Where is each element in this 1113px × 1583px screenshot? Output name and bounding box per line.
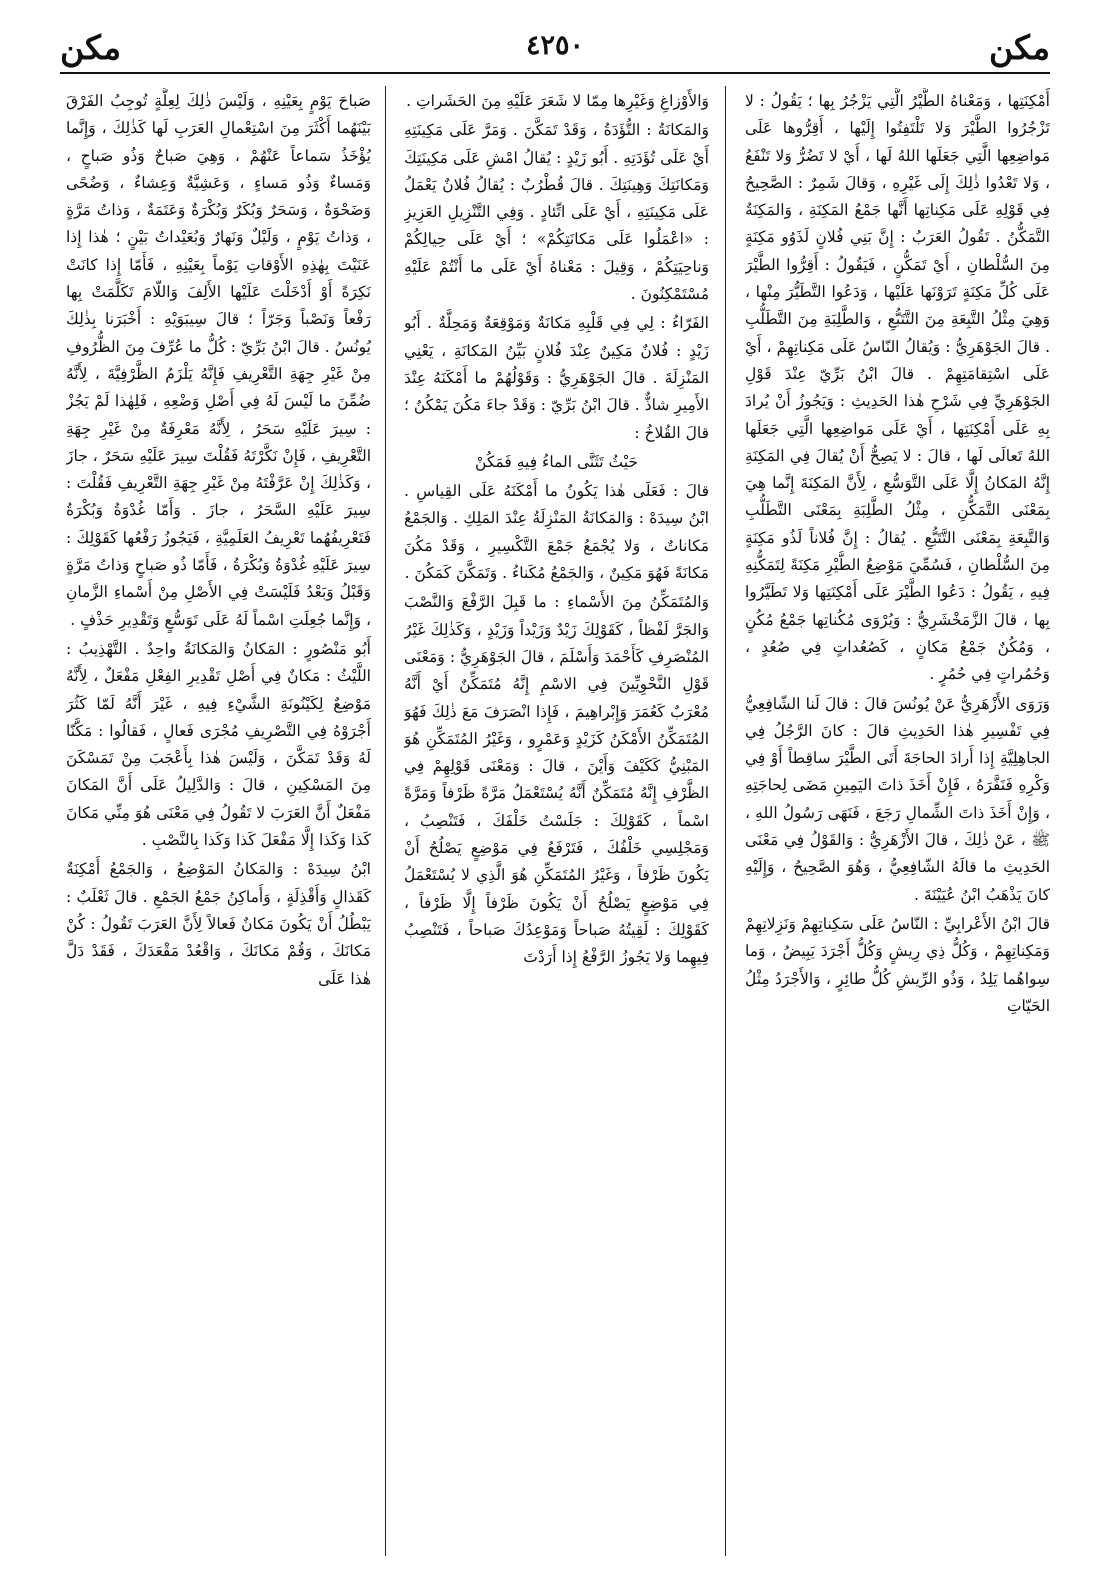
- page-number: ٤٢٥٠: [525, 30, 584, 61]
- paragraph: الفَرّاءُ : لِي فِي قَلْبِهِ مَكانَةٌ وَمَوْقِعَةٌ وَمَحِلَّةٌ . أَبُو زَيْدٍ : فُلانٌ مَكِينٌ عِنْدَ فُلانٍ بَيِّنُ المَكانَةِ ، يَعْنِي المَنْزِلَةَ . قالَ الجَوْهَرِيُّ : وَقَوْلُهُمْ ما أَمْكَنَهُ عِنْدَ الأَمِيرِ شاذٌّ . قالَ ابْنُ بَرِّيّ : وَقَدْ جاءَ مَكُنَ يَمْكُنُ ؛ قالَ القُلاخُ :: [404, 314, 709, 442]
- header-keyword-right: مكن: [988, 28, 1050, 67]
- header-keyword-left: مكن: [60, 28, 122, 67]
- paragraph: وَالأَوْزاغِ وَغَيْرِها مِمّا لا شَعَرَ عَلَيْهِ مِنَ الحَشَراتِ .: [406, 92, 709, 110]
- verse-line: حَيْثُ تَثَنَّى الماءُ فِيهِ فَمَكُنْ: [475, 452, 638, 471]
- paragraph: قالَ : فَعَلَى هٰذا يَكُونُ ما أَمْكَنَهُ عَلَى القِياسِ . ابْنُ سِيدَهْ : وَالمَكانَةُ المَنْزِلَةُ عِنْدَ المَلِكِ . وَالجَمْعُ مَكاناتٌ ، وَلا يُجْمَعُ جَمْعَ التَّكْسِيرِ ، وَقَدْ مَكُنَ مَكانَةً فَهُوَ مَكِينٌ ، وَالجَمْعُ مُكَناءُ . وَتَمَكَّنَ كَمَكُنَ .: [404, 482, 709, 583]
- text-column-right: [745, 88, 1050, 1558]
- paragraph: وَالمَكانَةُ : التُّؤَدَةُ ، وَقَدْ تَمَكَّنَ . وَمَرَّ عَلَى مَكِينَتِهِ أَيْ عَلَى تُؤَدَتِهِ . أَبُو زَيْدٍ : يُقالُ امْشِ عَلَى مَكِينَتِكَ وَمَكانَتِكَ وَهِينَتِكَ . قالَ قُطْرُبٌ : يُقالُ فُلانٌ يَعْمَلُ عَلَى مَكِينَتِهِ ، أَيْ عَلَى اتِّئادٍ . وَفِي التَّنْزِيلِ العَزِيزِ : «اعْمَلُوا عَلَى مَكانَتِكُمْ» ؛ أَيْ عَلَى حِيالِكُمْ وَناحِيَتِكُمْ ، وَقِيلَ : مَعْناهُ أَيْ عَلَى ما أَنْتُمْ عَلَيْهِ مُسْتَمْكِنُونَ .: [404, 121, 709, 304]
- paragraph: أَمْكِنَتِها ، وَمَعْناهُ الطَّيْرُ الَّتِي يَزْجُرُ بِها ؛ يَقُولُ : لا تَزْجُرُوا الطَّيْرَ وَلا تَلْتَفِتُوا إِلَيْها ، أَقِرُّوها عَلَى مَواضِعِها الَّتِي جَعَلَها اللهُ لَها ، أَيْ لا تَضُرُّ وَلا تَنْفَعُ ، وَلا تَعْدُوا ذٰلِكَ إِلَى غَيْرِهِ ، وَقالَ شَمِرٌ : الصَّحِيحُ فِي قَوْلِهِ عَلَى مَكِناتِها أَنَّها جَمْعُ المَكِنَةِ ، وَالمَكِنَةُ التَّمَكُّنُ . تَقُولُ العَرَبُ : إِنَّ بَنِي فُلانٍ لَذَوُو مَكِنَةٍ مِنَ السُّلْطانِ ، أَيْ تَمَكُّنٍ ، فَيَقُولُ : أَقِرُّوا الطَّيْرَ عَلَى كُلِّ مَكِنَةٍ تَرَوْنَها عَلَيْها ، وَدَعُوا التَّطَيُّرَ مِنْها ، وَهِيَ مِثْلُ التَّبِعَةِ مِنَ التَّتَبُّعِ ، وَالطَّلِبَةِ مِنَ التَّطَلُّبِ . قالَ الجَوْهَرِيُّ : وَيُقالُ النّاسُ عَلَى مَكِناتِهِمْ ، أَيْ عَلَى اسْتِقامَتِهِمْ . قالَ ابْنُ بَرِّيّ عِنْدَ قَوْلِ الجَوْهَرِيِّ فِي شَرْحِ هٰذا الحَدِيثِ : وَيَجُوزُ أَنْ يُرادَ بِهِ عَلَى أَمْكِنَتِها ، أَيْ عَلَى مَواضِعِها الَّتِي جَعَلَها اللهُ تَعالَى لَها ، قالَ : لا يَصِحُّ أَنْ يُقالَ فِي المَكِنَةِ إِنَّهُ المَكانُ إِلَّا عَلَى التَّوَسُّعِ ، لِأَنَّ المَكِنَةَ إِنَّما هِيَ بِمَعْنَى التَّمَكُّنِ ، مِثْلُ الطَّلِبَةِ بِمَعْنَى التَّطَلُّبِ وَالتَّبِعَةِ بِمَعْنَى التَّتَبُّعِ . يُقالُ : إِنَّ فُلاناً لَذُو مَكِنَةٍ مِنَ السُّلْطانِ ، فَسُمِّيَ مَوْضِعُ الطَّيْرِ مَكِنَةً لِتَمَكُّنِهِ فِيهِ ، يَقُولُ : دَعُوا الطَّيْرَ عَلَى أَمْكِنَتِها وَلا تَطَيَّرُوا بِها ، قالَ الزَّمَخْشَرِيُّ : وَيُرْوَى مُكُناتِها جَمْعُ مُكُنٍ ، وَمُكُنٌ جَمْعُ مَكانٍ ، كَصُعُداتٍ فِي صُعُدٍ ، وَحُمُراتٍ فِي حُمُرٍ .: [745, 92, 1050, 684]
- column-divider: [725, 86, 726, 1556]
- paragraph: وَرَوَى الأَزْهَرِيُّ عَنْ يُونُسَ قالَ : قالَ لَنا الشّافِعِيُّ فِي تَفْسِيرِ هٰذا الحَدِيثِ قالَ : كانَ الرَّجُلُ فِي الجاهِلِيَّةِ إِذا أَرادَ الحاجَةَ أَتَى الطَّيْرَ ساقِطاً أَوْ فِي وَكْرِهِ فَنَفَّرَهُ ، فَإِنْ أَخَذَ ذاتَ اليَمِينِ مَضَى لِحاجَتِهِ ، وَإِنْ أَخَذَ ذاتَ الشِّمالِ رَجَعَ ، فَنَهَى رَسُولُ اللهِ ، ﷺ ، عَنْ ذٰلِكَ ، قالَ الأَزْهَرِيُّ : وَالقَوْلُ فِي مَعْنَى الحَدِيثِ ما قالَهُ الشّافِعِيُّ ، وَهُوَ الصَّحِيحُ ، وَإِلَيْهِ كانَ يَذْهَبُ ابْنُ عُيَيْنَةَ .: [745, 694, 1050, 904]
- text-column-left: [66, 88, 371, 1558]
- paragraph: صَباحَ يَوْمٍ بِعَيْنِهِ ، وَلَيْسَ ذٰلِكَ لِعِلَّةٍ تُوجِبُ الفَرْقَ بَيْنَهُما أَكْثَرَ مِنَ اسْتِعْمالِ العَرَبِ لَها كَذٰلِكَ ، وَإِنَّما يُؤْخَذُ سَماعاً عَنْهُمْ ، وَهِيَ صَباحٌ وَذُو صَباحٍ ، وَمَساءٌ وَذُو مَساءٍ ، وَعَشِيَّةٌ وَعِشاءٌ ، وَضُحًى وَضَحْوَةٌ ، وَسَحَرٌ وَبُكَرٌ وَبُكْرَةٌ وَعَتَمَةٌ ، وَذاتُ مَرَّةٍ ، وَذاتُ يَوْمٍ ، وَلَيْلٌ وَنَهارٌ وَبُعَيْداتُ بَيْنٍ ؛ هٰذا إِذا عَنَيْتَ بِهٰذِهِ الأَوْقاتِ يَوْماً بِعَيْنِهِ ، فَأَمّا إِذا كانَتْ نَكِرَةً أَوْ أَدْخَلْتَ عَلَيْها الأَلِفَ وَاللّامَ تَكَلَّمَتْ بِها رَفْعاً وَنَصْباً وَجَرّاً ؛ قالَ سِيبَوَيْهِ : أَخْبَرَنا بِذٰلِكَ يُونُسُ . قالَ ابْنُ بَرِّيّ : كُلُّ ما عُرِّفَ مِنَ الظُّرُوفِ مِنْ غَيْرِ جِهَةِ التَّعْرِيفِ فَإِنَّهُ يَلْزَمُ الظَّرْفِيَّةَ ، لِأَنَّهُ ضُمِّنَ ما لَيْسَ لَهُ فِي أَصْلِ وَضْعِهِ ، فَلِهٰذا لَمْ يَجُزْ : سِيرَ عَلَيْهِ سَحَرُ ، لِأَنَّهُ مَعْرِفَةٌ مِنْ غَيْرِ جِهَةِ التَّعْرِيفِ ، فَإِنْ نَكَّرْتَهُ فَقُلْتَ سِيرَ عَلَيْهِ سَحَرٌ ، جازَ ، وَكَذٰلِكَ إِنْ عَرَّفْتَهُ مِنْ غَيْرِ جِهَةِ التَّعْرِيفِ فَقُلْتَ : سِيرَ عَلَيْهِ السَّحَرُ ، جازَ . وَأَمّا غُدْوَةُ وَبُكْرَةُ فَتَعْرِيفُهُما تَعْرِيفُ العَلَمِيَّةِ ، فَيَجُوزُ رَفْعُها كَقَوْلِكَ : سِيرَ عَلَيْهِ غُدْوَةُ وَبُكْرَةُ ، فَأَمّا ذُو صَباحٍ وَذاتُ مَرَّةٍ وَقَبْلُ وَبَعْدُ فَلَيْسَتْ فِي الأَصْلِ مِنْ أَسْماءِ الزَّمانِ ، وَإِنَّما جُعِلَتِ اسْماً لَهُ عَلَى تَوَسُّعٍ وَتَقْدِيرِ حَذْفٍ .: [66, 92, 371, 629]
- paragraph: ابْنُ سِيدَهْ : وَالمَكانُ المَوْضِعُ ، وَالجَمْعُ أَمْكِنَةٌ كَقَذالٍ وَأَقْذِلَةٍ ، وَأَماكِنُ جَمْعُ الجَمْعِ . قالَ ثَعْلَبٌ : يَبْطُلُ أَنْ يَكُونَ مَكانٌ فَعالاً لِأَنَّ العَرَبَ تَقُولُ : كُنْ مَكانَكَ ، وَقُمْ مَكانَكَ ، وَاقْعُدْ مَقْعَدَكَ ، فَقَدْ دَلَّ هٰذا عَلَى: [66, 860, 371, 988]
- header-rule: [60, 72, 1050, 74]
- text-column-middle: [404, 88, 709, 1558]
- paragraph: أَبُو مَنْصُورٍ : المَكانُ وَالمَكانَةُ واحِدٌ . التَّهْذِيبُ : اللَّيْثُ : مَكانٌ فِي أَصْلِ تَقْدِيرِ الفِعْلِ مَفْعَلٌ ، لِأَنَّهُ مَوْضِعٌ لِكَيْنُونَةِ الشَّيْءِ فِيهِ ، غَيْرَ أَنَّهُ لَمّا كَثُرَ أَجْرَوْهُ فِي التَّصْرِيفِ مُجْرَى فَعالٍ ، فَقالُوا : مَكَّنّا لَهُ وَقَدْ تَمَكَّنَ ، وَلَيْسَ هٰذا بِأَعْجَبَ مِنْ تَمَسْكَنَ مِنَ المَسْكِينِ ، قالَ : وَالدَّلِيلُ عَلَى أَنَّ المَكانَ مَفْعَلٌ أَنَّ العَرَبَ لا تَقُولُ فِي مَعْنَى هُوَ مِنِّي مَكانَ كَذا وَكَذا إِلَّا مَفْعَلَ كَذا وَكَذا بِالنَّصْبِ .: [66, 639, 371, 850]
- page-header: [60, 20, 1050, 80]
- paragraph: وَالمُتَمَكِّنُ مِنَ الأَسْماءِ : ما قَبِلَ الرَّفْعَ وَالنَّصْبَ وَالجَرَّ لَفْظاً ، كَقَوْلِكَ زَيْدٌ وَزَيْداً وَزَيْدٍ ، وَكَذٰلِكَ غَيْرُ المُنْصَرِفِ كَأَحْمَدَ وَأَسْلَمَ ، قالَ الجَوْهَرِيُّ : وَمَعْنَى قَوْلِ النَّحْوِيِّينَ فِي الاسْمِ إِنَّهُ مُتَمَكِّنٌ أَيْ أَنَّهُ مُعْرَبٌ كَعُمَرَ وَإِبْراهِيمَ ، فَإِذا انْصَرَفَ مَعَ ذٰلِكَ فَهُوَ المُتَمَكِّنُ الأَمْكَنُ كَزَيْدٍ وَعَمْرٍو ، وَغَيْرُ المُتَمَكِّنِ هُوَ المَبْنِيُّ كَكَيْفَ وَأَيْنَ ، قالَ : وَمَعْنَى قَوْلِهِمْ فِي الظَّرْفِ إِنَّهُ مُتَمَكِّنٌ أَنَّهُ يُسْتَعْمَلُ مَرَّةً ظَرْفاً وَمَرَّةً اسْماً ، كَقَوْلِكَ : جَلَسْتُ خَلْفَكَ ، فَتَنْصِبُ ، وَمَجْلِسِي خَلْفُكَ ، فَتَرْفَعُ فِي مَوْضِعٍ يَصْلُحُ أَنْ يَكُونَ ظَرْفاً ، وَغَيْرُ المُتَمَكِّنِ هُوَ الَّذِي لا يُسْتَعْمَلُ فِي مَوْضِعٍ يَصْلُحُ أَنْ يَكُونَ ظَرْفاً إِلَّا ظَرْفاً ، كَقَوْلِكَ : لَقِيتُهُ صَباحاً وَمَوْعِدُكَ صَباحاً ، فَتَنْصِبُ فِيهِما وَلا يَجُوزُ الرَّفْعُ إِذا أَرَدْتَ: [404, 593, 709, 967]
- paragraph: قالَ ابْنُ الأَعْرابِيِّ : النّاسُ عَلَى سَكِناتِهِمْ وَنَزِلاتِهِمْ وَمَكِناتِهِمْ ، وَكُلُّ ذِي رِيشٍ وَكُلُّ أَجْرَدَ يَبِيضُ ، وَما سِواهُما يَلِدُ ، وَذُو الرِّيشِ كُلُّ طائِرٍ ، وَالأَجْرَدُ مِثْلُ الحَيّاتِ: [745, 914, 1050, 1015]
- column-divider: [385, 86, 386, 1556]
